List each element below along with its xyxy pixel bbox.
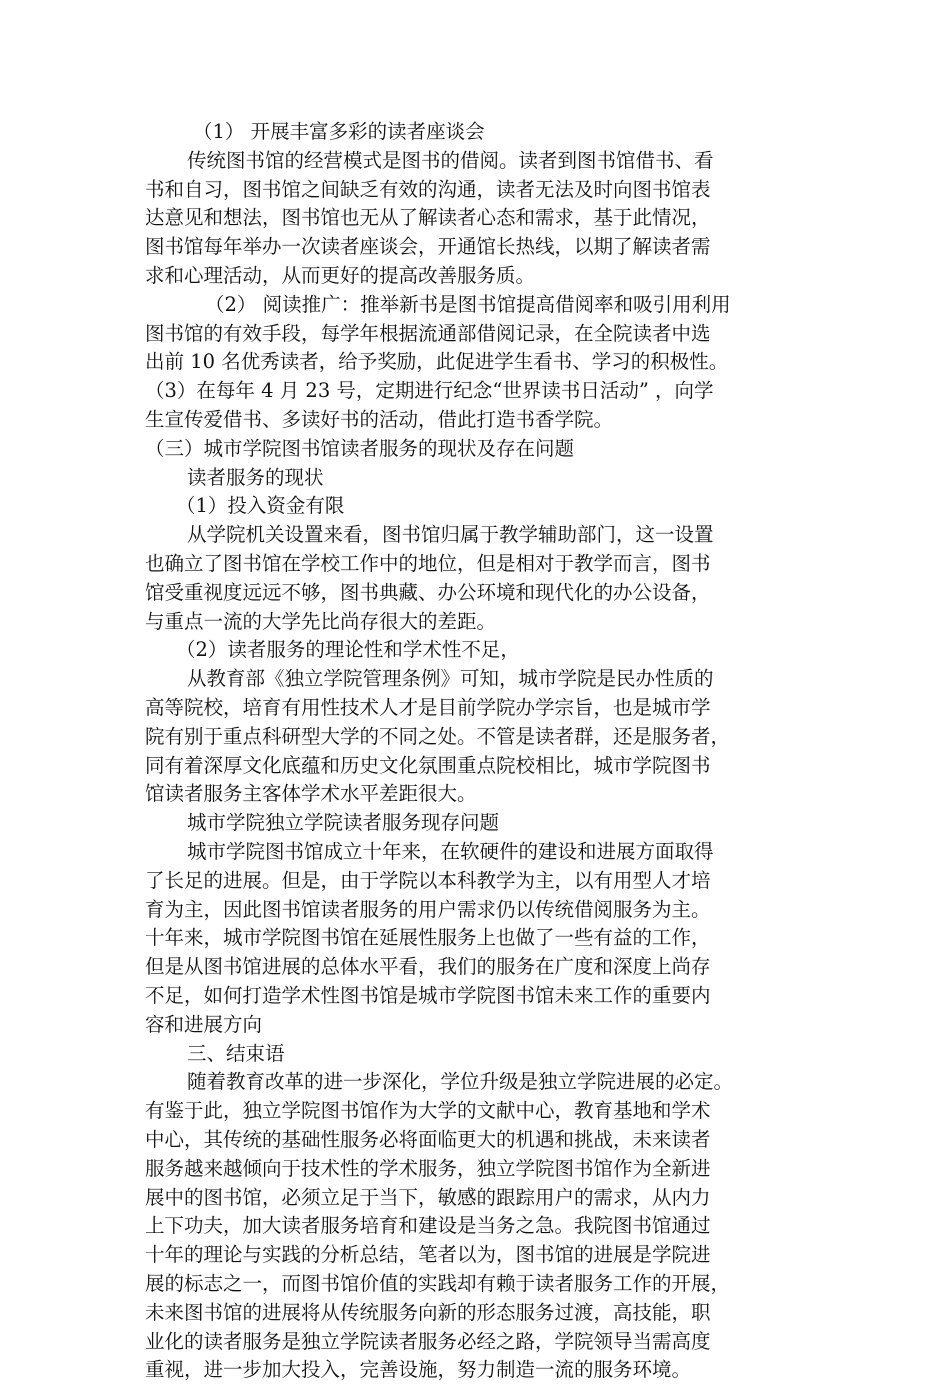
text-line: 中心，其传统的基础性服务必将面临更大的机遇和挑战，未来读者	[145, 1128, 711, 1151]
text-line: 读者服务的现状	[187, 465, 324, 489]
text-line: （三）城市学院图书馆读者服务的现状及存在问题	[145, 436, 575, 460]
text-line: 传统图书馆的经营模式是图书的借阅。读者到图书馆借书、看	[187, 148, 714, 172]
text-line: 也确立了图书馆在学校工作中的地位，但是相对于教学而言，图书	[145, 552, 711, 575]
text-line: 重视，进一步加大投入，完善设施，努力制造一流的服务环境。	[145, 1358, 692, 1382]
text-line: 展的标志之一，而图书馆价值的实践却有赖于读者服务工作的开展，	[145, 1272, 731, 1295]
text-line: 院有别于重点科研型大学的不同之处。不管是读者群，还是服务者，	[145, 724, 731, 748]
text-line: （1）投入资金有限	[176, 494, 345, 518]
text-line: 书和自习，图书馆之间缺乏有效的沟通，读者无法及时向图书馆表	[145, 177, 711, 201]
text-line: 与重点一流的大学先比尚存很大的差距。	[145, 609, 497, 633]
text-line: 育为主，因此图书馆读者服务的用户需求仍以传统借阅服务为主。	[145, 897, 711, 921]
text-line: 容和进展方向	[145, 1012, 263, 1036]
text-line: 图书馆的有效手段，每学年根据流通部借阅记录，在全院读者中选	[145, 321, 711, 345]
text-line: 图书馆每年举办一次读者座谈会，开通馆长热线，以期了解读者需	[145, 235, 711, 259]
text-line: 从学院机关设置来看，图书馆归属于教学辅助部门，这一设置	[187, 523, 714, 547]
text-line: 三、结束语	[187, 1041, 285, 1065]
text-line: 上下功夫，加大读者服务培育和建设是当务之急。我院图书馆通过	[145, 1214, 711, 1238]
text-line: 未来图书馆的进展将从传统服务向新的形态服务过渡，高技能，职	[145, 1300, 711, 1324]
text-line: 业化的读者服务是独立学院读者服务必经之路，学院领导当需高度	[145, 1329, 711, 1353]
text-line: 馆受重视度远远不够，图书典藏、办公环境和现代化的办公设备，	[145, 580, 711, 604]
text-line: 求和心理活动，从而更好的提高改善服务质。	[145, 264, 536, 287]
text-line: 达意见和想法，图书馆也无从了解读者心态和需求，基于此情况，	[145, 206, 711, 230]
text-line: 生宣传爱借书、多读好书的活动，借此打造书香学院。	[145, 408, 614, 431]
text-line: 有鉴于此，独立学院图书馆作为大学的文献中心，教育基地和学术	[145, 1099, 711, 1123]
text-line: （2） 阅读推广：推举新书是图书馆提高借阅率和吸引用利用	[205, 292, 731, 316]
text-line: 城市学院独立学院读者服务现存问题	[187, 811, 500, 835]
text-line: 但是从图书馆进展的总体水平看，我们的服务在广度和深度上尚存	[145, 955, 711, 979]
text-line: （1） 开展丰富多彩的读者座谈会	[193, 120, 485, 143]
text-line: 随着教育改革的进一步深化，学位升级是独立学院进展的必定。	[187, 1070, 734, 1094]
text-line: 服务越来越倾向于技术性的学术服务，独立学院图书馆作为全新进	[145, 1156, 711, 1180]
text-line: 同有着深厚文化底蕴和历史文化氛围重点院校相比，城市学院图书	[145, 753, 711, 777]
text-line: 高等院校，培育有用性技术人才是目前学院办学宗旨，也是城市学	[145, 696, 711, 719]
text-line: 了长足的进展。但是，由于学院以本科教学为主，以有用型人才培	[145, 868, 711, 892]
text-line: （3）在每年 4 月 23 号，定期进行纪念“世界读书日活动” ，向学	[145, 379, 714, 403]
text-line: （2）读者服务的理论性和学术性不足，	[176, 638, 520, 662]
text-line: 十年来，城市学院图书馆在延展性服务上也做了一些有益的工作，	[145, 926, 711, 950]
text-line: 展中的图书馆，必须立足于当下，敏感的跟踪用户的需求，从内力	[145, 1185, 711, 1209]
text-line: 从教育部《独立学院管理条例》可知，城市学院是民办性质的	[187, 667, 714, 691]
text-line: 十年的理论与实践的分析总结，笔者以为，图书馆的进展是学院进	[145, 1243, 711, 1267]
text-line: 出前 10 名优秀读者，给予奖励，此促进学生看书、学习的积极性。	[145, 350, 729, 374]
text-line: 馆读者服务主客体学术水平差距很大。	[145, 782, 477, 806]
text-line: 不足，如何打造学术性图书馆是城市学院图书馆未来工作的重要内	[145, 984, 711, 1007]
text-line: 城市学院图书馆成立十年来，在软硬件的建设和进展方面取得	[187, 840, 714, 863]
